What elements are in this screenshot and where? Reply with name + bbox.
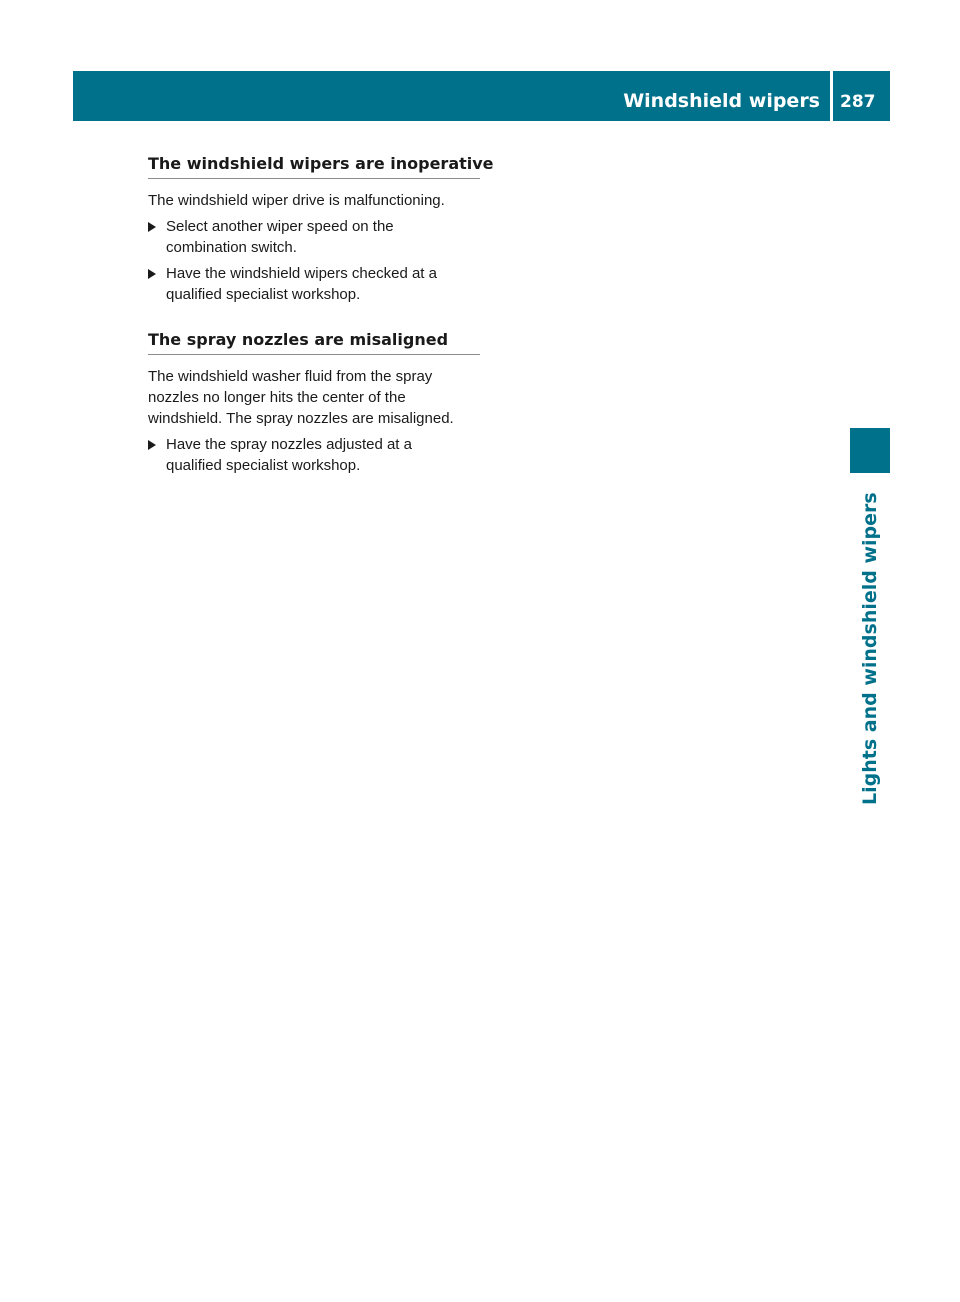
step-arrow-icon: [148, 222, 156, 232]
chapter-label: Lights and windshield wipers: [859, 492, 881, 805]
header-divider: [830, 71, 833, 121]
section-heading: The spray nozzles are misaligned: [148, 329, 480, 355]
step-arrow-icon: [148, 440, 156, 450]
step-line: Have the windshield wipers checked at a: [166, 265, 437, 282]
section-heading: The windshield wipers are inoperative: [148, 153, 480, 179]
section-paragraph: [148, 366, 488, 429]
step-line: Select another wiper speed on the: [166, 218, 394, 235]
paragraph-line: nozzles no longer hits the center of the: [148, 389, 406, 406]
step-line: qualified specialist workshop.: [166, 457, 361, 474]
section-wipers-inoperative: [148, 153, 494, 305]
main-content: [148, 153, 494, 476]
instruction-step: [148, 263, 488, 305]
page-title: Windshield wipers: [623, 90, 820, 112]
step-line: combination switch.: [166, 239, 297, 256]
page-number: 287: [840, 92, 876, 112]
step-arrow-icon: [148, 269, 156, 279]
instruction-step: [148, 216, 488, 258]
step-line: Have the spray nozzles adjusted at a: [166, 436, 412, 453]
section-paragraph: [148, 190, 488, 211]
paragraph-line: The windshield washer fluid from the spray: [148, 368, 433, 385]
paragraph-line: windshield. The spray nozzles are misaligned.: [148, 410, 454, 427]
section-nozzles-misaligned: [148, 329, 488, 476]
side-tab-marker: [850, 428, 890, 473]
step-line: qualified specialist workshop.: [166, 286, 361, 303]
paragraph-line: The windshield wiper drive is malfunctioning.: [148, 192, 445, 209]
instruction-step: [148, 434, 488, 476]
